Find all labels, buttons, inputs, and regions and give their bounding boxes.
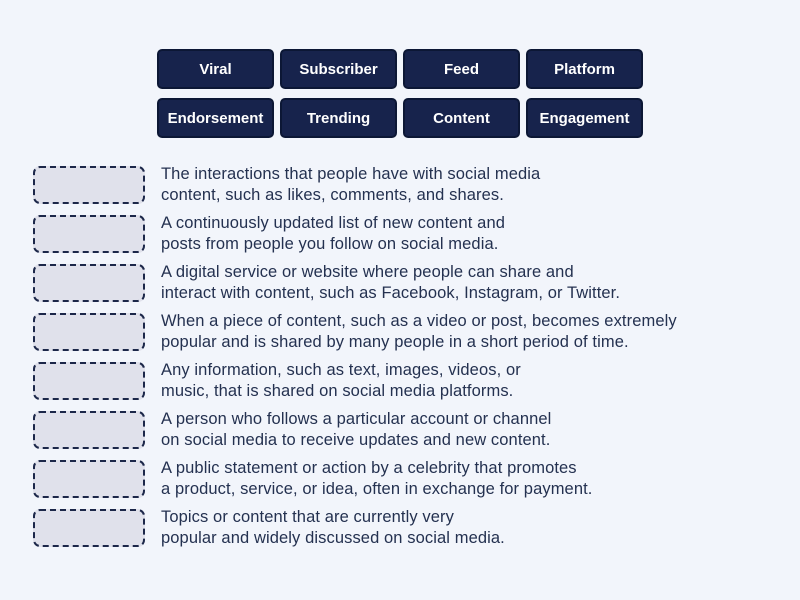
definition-text — [161, 262, 620, 304]
definition-line: The interactions that people have with social media — [161, 165, 541, 183]
drop-zone-2[interactable] — [33, 215, 145, 253]
definition-text — [161, 409, 551, 451]
word-tile-content[interactable]: Content — [403, 98, 520, 138]
definition-line: A public statement or action by a celebrity that promotes — [161, 459, 577, 477]
match-row — [33, 362, 783, 400]
match-row — [33, 215, 783, 253]
match-row — [33, 313, 783, 351]
definition-line: posts from people you follow on social media. — [161, 235, 499, 253]
drop-zone-6[interactable] — [33, 411, 145, 449]
definition-text — [161, 213, 505, 255]
definitions-list — [33, 166, 783, 558]
definition-line: popular and is shared by many people in a short period of time. — [161, 333, 629, 351]
word-tile-trending[interactable]: Trending — [280, 98, 397, 138]
drop-zone-7[interactable] — [33, 460, 145, 498]
definition-line: A person who follows a particular account or channel — [161, 410, 552, 428]
drop-zone-4[interactable] — [33, 313, 145, 351]
definition-line: Topics or content that are currently very — [161, 508, 454, 526]
definition-line: music, that is shared on social media platforms. — [161, 382, 514, 400]
definition-line: popular and widely discussed on social media. — [161, 529, 505, 547]
definition-text — [161, 360, 521, 402]
definition-text — [161, 507, 505, 549]
word-tile-viral[interactable]: Viral — [157, 49, 274, 89]
definition-line: content, such as likes, comments, and shares. — [161, 186, 504, 204]
drop-zone-3[interactable] — [33, 264, 145, 302]
word-tile-subscriber[interactable]: Subscriber — [280, 49, 397, 89]
word-tile-platform[interactable]: Platform — [526, 49, 643, 89]
drop-zone-8[interactable] — [33, 509, 145, 547]
drop-zone-1[interactable] — [33, 166, 145, 204]
definition-line: A continuously updated list of new content and — [161, 214, 506, 232]
definition-line: a product, service, or idea, often in exchange for payment. — [161, 480, 593, 498]
match-row — [33, 166, 783, 204]
word-tile-engagement[interactable]: Engagement — [526, 98, 643, 138]
match-row — [33, 509, 783, 547]
match-row — [33, 411, 783, 449]
word-tile-feed[interactable]: Feed — [403, 49, 520, 89]
word-tile-grid — [157, 49, 643, 138]
definition-line: Any information, such as text, images, videos, or — [161, 361, 521, 379]
definition-line: When a piece of content, such as a video or post, becomes extremely — [161, 312, 677, 330]
definition-line: on social media to receive updates and new content. — [161, 431, 551, 449]
drop-zone-5[interactable] — [33, 362, 145, 400]
definition-text — [161, 164, 540, 206]
definition-text — [161, 458, 592, 500]
match-row — [33, 264, 783, 302]
definition-text — [161, 311, 677, 353]
definition-line: A digital service or website where people can share and — [161, 263, 574, 281]
definition-line: interact with content, such as Facebook, Instagram, or Twitter. — [161, 284, 621, 302]
match-row — [33, 460, 783, 498]
word-tile-endorsement[interactable]: Endorsement — [157, 98, 274, 138]
